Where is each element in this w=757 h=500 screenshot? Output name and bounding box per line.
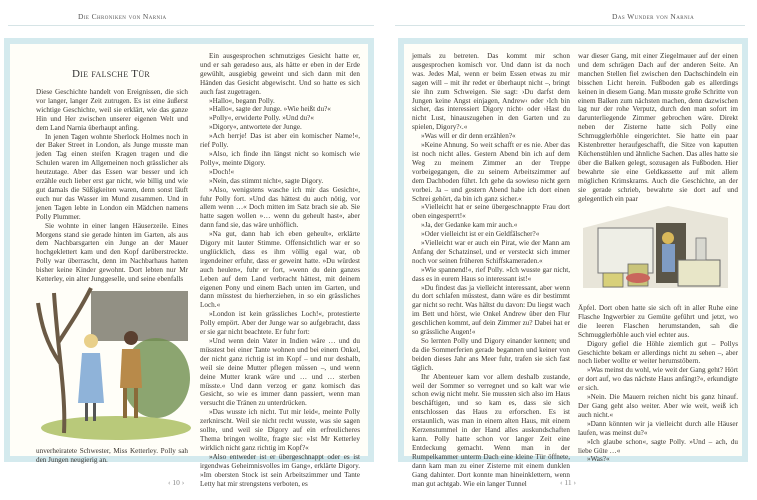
- paragraph: »Ach herrje! Das ist aber ein komischer Name!«, rief Polly.: [200, 132, 360, 150]
- paragraph: »Nein, das stimmt nicht«, sagte Digory.: [209, 176, 324, 185]
- garden-wall: [91, 291, 188, 341]
- paragraph: »Nein. Die Mauern reichen nicht bis ganz hinauf. Der Gang geht also weiter. Aber wie weit, weiß ich auch nicht.«: [578, 393, 738, 419]
- paragraph: »Wie spannend!«, rief Polly. »Ich wusste gar nicht, dass es in eurem Haus so interessant ist!«: [412, 265, 570, 283]
- text-column-left-1: [36, 88, 188, 284]
- paragraph: »Dann könnten wir ja vielleicht durch alle Häuser laufen, was meinst du?«: [578, 419, 738, 437]
- paragraph: »Doch!«: [209, 167, 235, 176]
- paragraph: »Vielleicht war er auch ein Pirat, wie der Mann am Anfang der Schatzinsel, und er versteckt sich immer noch vor seinen früheren Schiffskameraden.«: [412, 239, 570, 265]
- chapter-title: Die falsche Tür: [71, 68, 151, 80]
- chest: [678, 260, 720, 286]
- running-head-left: Die Chroniken von Narnia: [78, 12, 167, 21]
- text-column-left-2: [200, 52, 360, 488]
- paragraph: »Na gut, dann hab ich eben geheult«, erklärte Digory mit lauter Stimme. Offensichtlich war er so unglücklich, dass es ihm völlig egal war, ob irgendeiner erfuhr, dass er geweint hatte. »Du würdest auch heulen«, fuhr er fort, »wenn du dein ganzes Leben auf dem Land verbracht hättest, mit deinem eigenen Pony und einem Bach unten im Garten, und dann müsstest du hierherziehen, in so ein grässliches Loch.«: [200, 230, 360, 310]
- header-rule-right: [395, 25, 745, 26]
- bottle: [696, 238, 706, 260]
- paragraph: »Digory«, antwortete der Junge.: [209, 123, 302, 132]
- paragraph: »Polly«, erwiderte Polly. »Und du?«: [209, 114, 314, 123]
- crate: [603, 273, 623, 287]
- paragraph: »London ist kein grässliches Loch!«, protestierte Polly empört. Aber der Junge war so aufgebracht, dass er sie gar nicht beachtete. Er fuhr fort:: [200, 310, 360, 337]
- paragraph: »Was will er dir denn erzählen?«: [421, 132, 516, 141]
- paragraph: Äpfel. Dort oben hatte sie sich oft in aller Ruhe eine Flasche Ingwerbier zu Gemüte geführt und jetzt, wo die leeren Flaschen herumstanden, sah die Schmugglerhöhle auch viel echter aus.: [578, 304, 738, 339]
- paragraph: »Keine Ahnung. So weit schafft er es nie. Aber das ist noch nicht alles. Gestern Abend bin ich auf dem Weg zu meinem Zimmer an der Treppe vorbeigegangen, die zu seinem Arbeitszimmer auf dem Dachboden führt. Ich gehe da sowieso nicht gern vorbei. Ja – und gestern Abend habe ich dort einen Schrei gehört, da bin ich ganz sicher.«: [412, 141, 570, 203]
- paragraph: »Das wusste ich nicht. Tut mir leid«, meinte Polly zerknirscht. Weil sie nicht recht wusste, was sie sagen sollte, und weil sie Digory auf ein erfreulicheres Thema bringen wollte, fragte sie: »Ist Mr Ketterley wirklich nicht ganz richtig im Kopf?«: [200, 408, 360, 452]
- paragraph: »Also entweder ist er übergeschnappt oder es ist irgendwas Geheimnisvolles im Gang«, erklärte Digory. »Im obersten Stock ist sein Arbeitszimmer und Tante Letty hat mir strengstens verboten, es: [200, 452, 360, 488]
- paragraph: Diese Geschichte handelt von Ereignissen, die sich vor langer, langer Zeit zutrugen. Es ist eine äußerst wichtige Geschichte, weil sie erklärt, wie das ganze Hin und Her zwischen unserer eigenen Welt und dem Land Narnia überhaupt anfing.: [36, 88, 188, 132]
- illustration-polly-digory-garden: [36, 283, 188, 443]
- running-head-right: Das Wunder von Narnia: [612, 12, 695, 21]
- paragraph: »Also, ich finde ihn längst nicht so komisch wie Polly«, meinte Digory.: [200, 149, 360, 167]
- page-number-left: ‹ 10 ›: [168, 478, 185, 487]
- paragraph: »Hallo«, begann Polly.: [209, 96, 275, 105]
- paragraph: »Du findest das ja vielleicht interessant, aber wenn du dort schlafen müsstest, dann wäre es dir bestimmt gar nicht so recht. Was hältst du davon: Du liegst wach im Bett und hörst, wie Onkel Andrew über den Flur geschlichen kommt, auf dein Zimmer zu? Dabei hat er so grässliche Augen!«: [412, 283, 570, 337]
- paragraph: »Ich glaube schon«, sagte Polly. »Und – ach, du liebe Güte …«: [578, 437, 738, 455]
- paragraph: »Was?«: [587, 455, 610, 464]
- paragraph: »Vielleicht hat er seine übergeschnappte Frau dort oben eingesperrt!«: [412, 203, 570, 221]
- page-number-right: ‹ 11 ›: [560, 478, 576, 487]
- illustration-caption: [36, 447, 188, 467]
- text-column-right-2-bottom: [578, 304, 738, 464]
- paragraph: »Ja, der Gedanke kam mir auch.«: [421, 221, 518, 230]
- cushion: [626, 273, 650, 283]
- paragraph: Digory gefiel die Höhle ziemlich gut – Pollys Geschichte bekam er allerdings nicht zu sehen –, aber noch lieber wollte er weiter herumstöbern.: [578, 339, 738, 366]
- paragraph: Ein ausgesprochen schmutziges Gesicht hatte er, und er sah geradeso aus, als hätte er eben in der Erde gewühlt, ausgiebig geweint und sich dann mit den Händen das Gesicht abgewischt. Und so hatte es sich auch fast zugetragen.: [200, 52, 360, 96]
- paragraph: So lernten Polly und Digory einander kennen; und da die Sommerferien gerade begannen und keiner von beiden dieses Jahr ans Meer fuhr, trafen sie sich fast täglich.: [412, 337, 570, 372]
- paragraph: »Oder vielleicht ist er ein Geldfälscher?«: [421, 230, 540, 239]
- paragraph: jemals zu betreten. Das kommt mir schon ausgesprochen komisch vor. Und dann ist da noch was. Jedes Mal, wenn er beim Essen etwas zu mir sagen will – mit ihr redet er überhaupt nicht –, bringt sie ihn zum Schweigen. Sie sagt: ›Du darfst dem Jungen keine Angst einjagen, Andrew‹ oder ›Ich bin sicher, das interessiert Digory nicht‹ oder ›Hast du nicht Lust, hinauszugehen in den Garten und zu spielen, Digory?‹.«: [412, 52, 570, 132]
- header-rule-left: [8, 25, 374, 26]
- paragraph: Ihr Abenteuer kam vor allem deshalb zustande, weil der Sommer so verregnet und so kalt war wie schon ewig nicht mehr. Sie mussten sich also im Haus beschäftigen, und so kam es, dass sie sich entschlossen das Haus zu erforschen. Es ist erstaunlich, was man in einem alten Haus, mit einem Kerzenstummel in der Hand alles auskundschaften kann. Polly hatte schon vor langer Zeit eine Entdeckung gemacht. Wenn man in der Rumpelkammer unterm Dach eine kleine Tür öffnete, dann kam man zu einer Zisterne mit einem dunklen Gang dahinter. Dort konnte man hineinklettern, wenn man gut achtgab. Wie ein langer Tunnel: [412, 372, 570, 488]
- figure-polly-cave: [662, 232, 675, 272]
- caption-text: unverheiratete Schwester, Miss Ketterley. Polly sah den Jungen neugierig an.: [36, 447, 188, 464]
- paragraph: Sie wohnte in einer langen Häuserzeile. Eines Morgens stand sie gerade hinten im Garten, als aus dem Nachbarsgarten ein Junge an der Mauer hochgeklettert kam und den Kopf darüberstreckte. Polly war überrascht, denn im Nachbarhaus hatten bisher keine Kinder gewohnt. Dort lebten nur Mr Ketterley, ein alter Junggeselle, und seine ebenfalls: [36, 221, 188, 284]
- paragraph: »Was meinst du wohl, wie weit der Gang geht? Hört er dort auf, wo das nächste Haus anfängt?«, erkundigte er sich.: [578, 366, 738, 393]
- paragraph: war dieser Gang, mit einer Ziegelmauer auf der einen und dem schrägen Dach auf der anderen Seite. An manchen Stellen fiel zwischen den Dachschindeln ein bisschen Licht herein. Fußboden gab es allerdings keinen in diesem Gang. Man musste große Schritte von einem Balken zum nächsten machen, denn dazwischen lag nur der rohe Verputz, durch den man sofort im darunterliegende Zimmer gebrochen wäre. Direkt neben der Zisterne hatte sich Polly eine Schmugglerhöhle eingerichtet. Sie hatte ein paar Kistenbretter heraufgeschafft, die Sitze von kaputten Küchenstühlen und ähnliche Sachen. Das alles hatte sie über die Balken gelegt, sozusagen als Fußboden. Hier bewahrte sie eine Geldkassette auf mit allem möglichen Krimskrams. Auch die Geschichte, an der sie gerade schrieb, bewahrte sie dort auf und gelegentlich ein paar: [578, 52, 738, 203]
- figure-polly: [78, 334, 104, 421]
- illustration-smugglers-cave: [578, 198, 738, 300]
- text-column-right-2-top: [578, 52, 738, 203]
- paragraph: »Hallo«, sagte der Junge. »Wie heißt du?«: [209, 105, 331, 114]
- paragraph: In jenen Tagen wohnte Sherlock Holmes noch in der Baker Street in London, als Junge musste man jeden Tag einen steifen Kragen tragen und die Schulen waren im Allgemeinen noch grässlicher als heutzutage. Aber das Essen war besser und ich erzähle euch lieber erst gar nicht, wie billig und wie gut damals die Süßigkeiten waren, denn sonst läuft euch nur das Wasser im Mund zusammen. Und in jenen Tagen lebte in London ein Mädchen namens Polly Plummer.: [36, 132, 188, 221]
- paragraph: »Also, wenigstens wasche ich mir das Gesicht«, fuhr Polly fort. »Und das hättest du auch nötig, vor allem wenn …« Doch mitten im Satz brach sie ab. Sie hatte sagen wollen »… wenn du geheult hast«, aber dann fand sie, das wäre unhöflich.: [200, 185, 360, 230]
- paragraph: »Und wenn dein Vater in Indien wäre … und du müsstest bei einer Tante wohnen und bei einem Onkel, der nicht ganz richtig ist im Kopf – und nur deshalb, weil sie deine Mutter pflegen müssen –, und wenn deine Mutter krank wäre und … und … sterben müsste.« Und dann verzog er ganz komisch das Gesicht, so wie es immer dann passiert, wenn man versucht die Tränen zu unterdrücken.: [200, 337, 360, 408]
